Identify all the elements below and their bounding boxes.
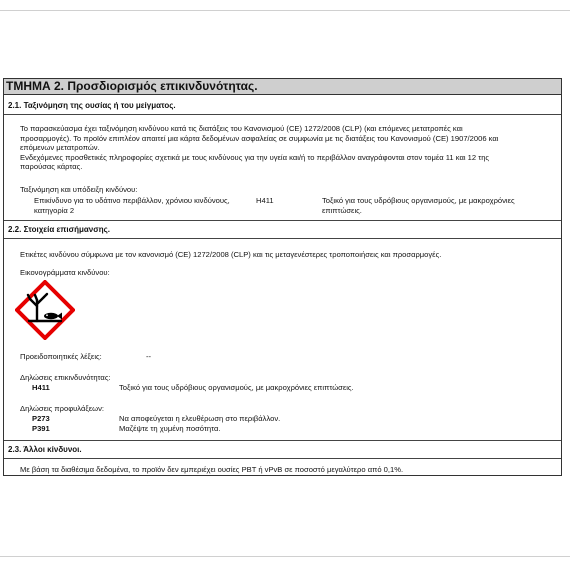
- subsection-2-2-heading: 2.2. Στοιχεία επισήμανσης.: [8, 225, 110, 234]
- pictograms-label: Εικονογράμματα κινδύνου:: [20, 268, 110, 277]
- precautionary-code: P391: [32, 424, 50, 433]
- hazard-code: H411: [256, 196, 274, 205]
- para-line: επόμενων μετατροπών.: [20, 143, 100, 153]
- page-bottom-edge: [0, 556, 570, 557]
- classification-label: Ταξινόμηση και υπόδειξη κινδύνου:: [20, 185, 138, 194]
- pictogram-border: [17, 282, 73, 338]
- precautionary-text: Μαζέψτε τη χυμένη ποσότητα.: [119, 424, 221, 433]
- section-title: ΤΜΗΜΑ 2. Προσδιορισμός επικινδυνότητας.: [4, 79, 561, 95]
- precautionary-code: P273: [32, 414, 50, 423]
- hazard-category: κατηγορία 2: [34, 206, 75, 215]
- hazard-text-2: επιπτώσεις.: [322, 206, 362, 215]
- hazard-statements-label: Δηλώσεις επικινδυνότητας:: [20, 373, 111, 382]
- page-top-edge: [0, 10, 570, 11]
- labels-text: Ετικέτες κινδύνου σύμφωνα με τον κανονισμό (CE) 1272/2008 (CLP) και τις μεταγενέστερες τροποποιήσεις και προσαρμογές.: [20, 250, 442, 259]
- divider: [4, 458, 561, 459]
- divider: [4, 220, 561, 221]
- hazard-statement-text: Τοξικό για τους υδρόβιους οργανισμούς, με μακροχρόνιες επιπτώσεις.: [119, 383, 354, 392]
- divider: [4, 114, 561, 115]
- subsection-2-1-heading: 2.1. Ταξινόμηση της ουσίας ή του μείγματος.: [8, 101, 176, 110]
- para-line: Το παρασκεύασμα έχει ταξινόμηση κινδύνου κατά τις διατάξεις του Κανονισμού (CE) 1272/2008 (CLP) (και επόμενες μετατροπές και: [20, 124, 463, 133]
- subsection-2-3-heading: 2.3. Άλλοι κίνδυνοι.: [8, 445, 82, 454]
- other-hazards-text: Με βάση τα διαθέσιμα δεδομένα, το προϊόν δεν εμπεριέχει ουσίες PBT ή vPvB σε ποσοστό μεγαλύτερο από 0,1%.: [20, 465, 404, 474]
- divider: [4, 238, 561, 239]
- hazard-class: Επικίνδυνο για το υδάτινο περιβάλλον, χρόνιου κινδύνους,: [34, 196, 230, 205]
- divider: [4, 440, 561, 441]
- signal-words-value: --: [146, 352, 152, 361]
- signal-words-label: Προειδοποιητικές λέξεις:: [20, 352, 102, 361]
- extra-info-line: Ενδεχόμενες προσθετικές πληροφορίες σχετικά με τους κινδύνους για την υγεία και/ή το περιβάλλον αναγράφονται στον τομέα 11 και 12 της: [20, 152, 490, 162]
- hazard-text: Τοξικό για τους υδρόβιους οργανισμούς, με μακροχρόνιες: [322, 196, 515, 205]
- hazard-statement-code: H411: [32, 383, 50, 392]
- precautionary-text: Να αποφεύγεται η ελευθέρωση στο περιβάλλον.: [119, 414, 281, 423]
- para-line: προσαρμογές). Το προϊόν επιπλέον απαιτεί μια κάρτα δεδομένων ασφαλείας σε συμφωνία με τις διατάξεις του Κανονισμού (CE) 1907/2006 και: [20, 133, 499, 143]
- classification-paragraph: [20, 124, 560, 172]
- environment-hazard-icon: [15, 280, 75, 340]
- precautionary-label: Δηλώσεις προφυλάξεων:: [20, 404, 104, 413]
- extra-info-line-2: παρούσας κάρτας.: [20, 162, 83, 172]
